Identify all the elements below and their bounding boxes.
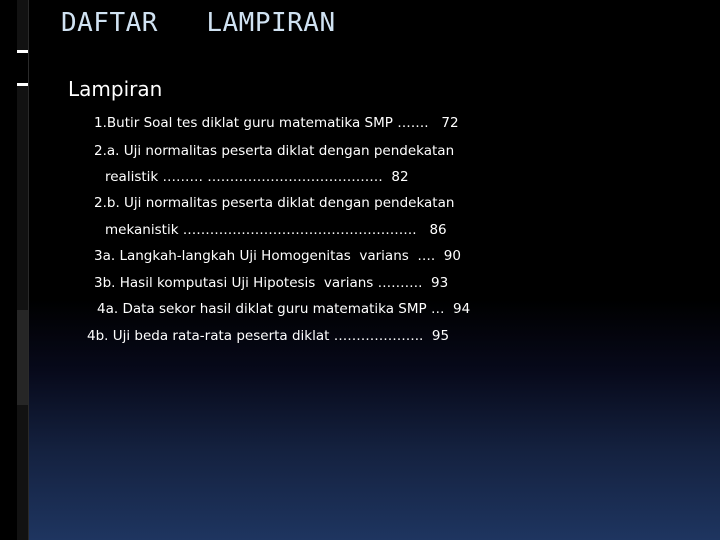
list-item: 3b. Hasil komputasi Uji Hipotesis varians ………. 93 — [94, 275, 449, 291]
list-item: realistik ……… ………………………………… 82 — [105, 169, 409, 185]
list-item: 2.b. Uji normalitas peserta diklat dengan pendekatan — [94, 195, 455, 211]
list-item: 2.a. Uji normalitas peserta diklat dengan pendekatan — [94, 143, 455, 159]
list-item: 1.Butir Soal tes diklat guru matematika SMP ……. 72 — [94, 115, 459, 131]
left-border-line — [28, 0, 29, 540]
slide-subtitle: Lampiran — [68, 77, 163, 101]
list-item: mekanistik ……………………………………………. 86 — [105, 222, 447, 238]
list-item: 3a. Langkah-langkah Uji Homogenitas varians …. 90 — [94, 248, 461, 264]
list-item: 4b. Uji beda rata-rata peserta diklat ……………….. 95 — [87, 328, 450, 344]
slide-title: DAFTAR LAMPIRAN — [61, 8, 336, 38]
list-item: 4a. Data sekor hasil diklat guru matematika SMP … 94 — [97, 301, 471, 317]
